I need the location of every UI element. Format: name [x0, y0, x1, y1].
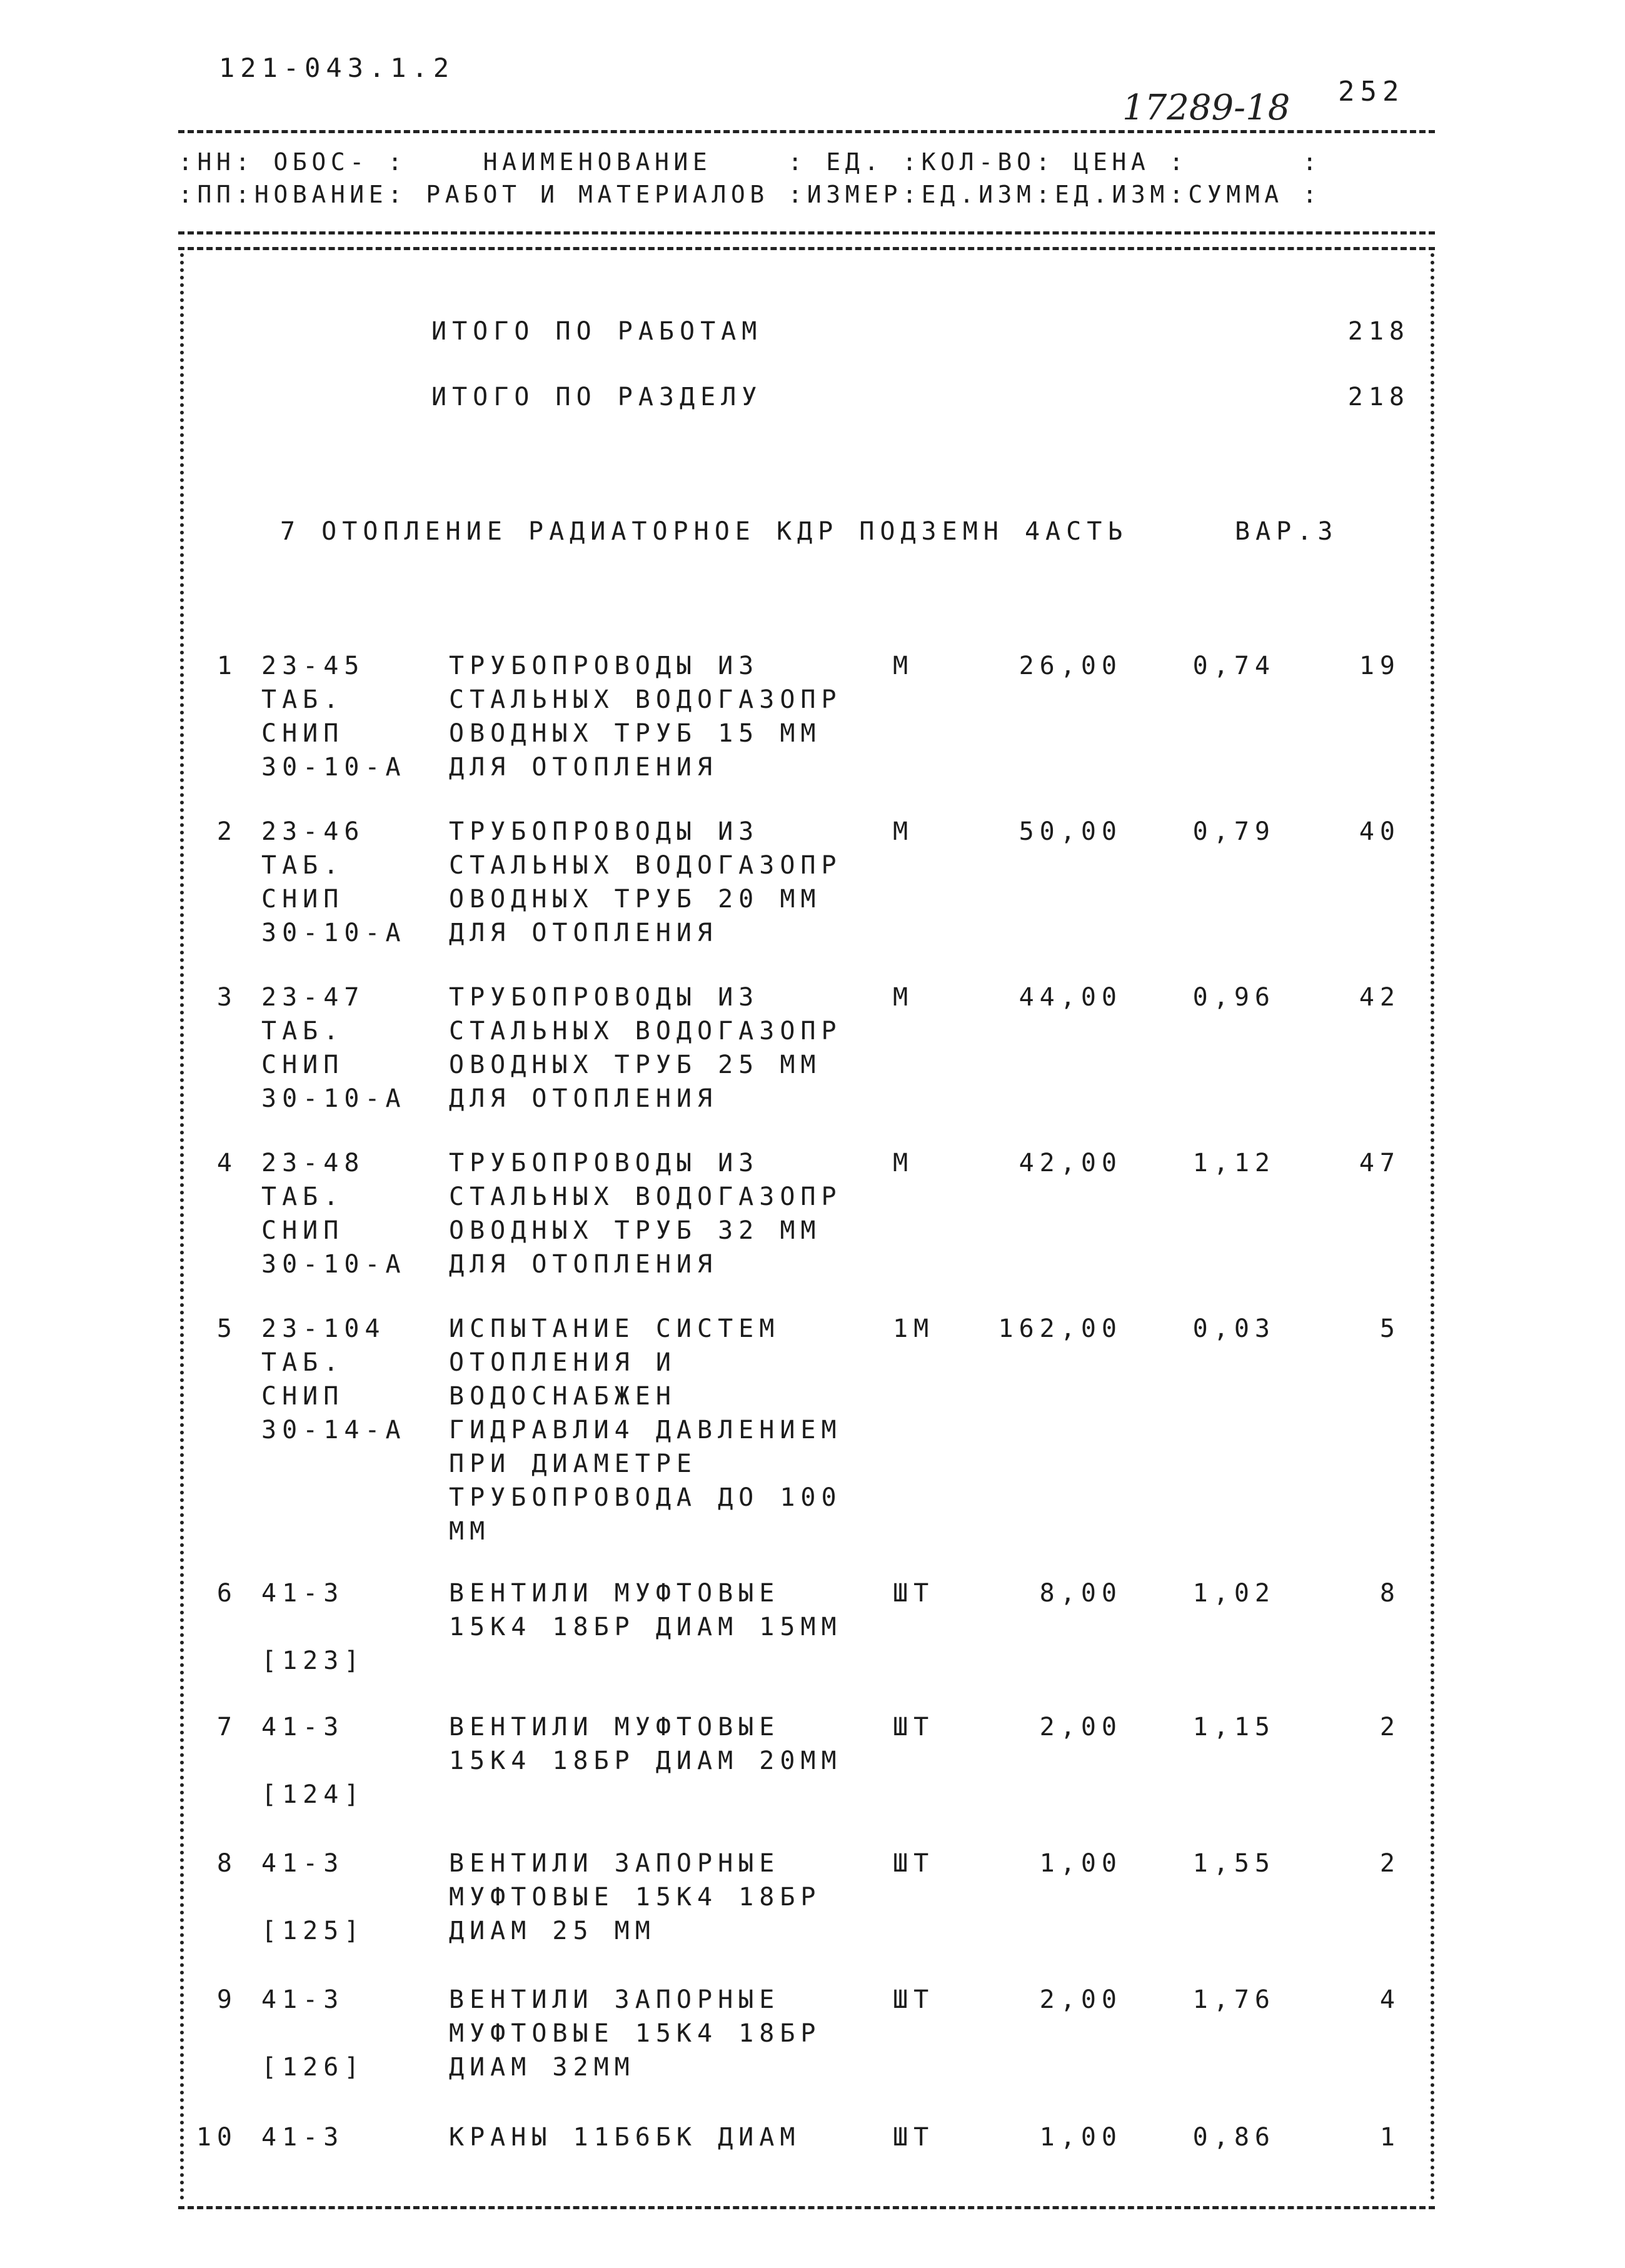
row-name-line: ТРУБОПРОВОДЫ ИЗ: [449, 817, 760, 846]
row-name-line: ОВОДНЫХ ТРУБ 20 ММ: [449, 885, 822, 914]
row-basis-line: 23-104: [261, 1314, 386, 1343]
row-basis-line: 30-10-А: [261, 753, 406, 782]
row-price: 1,12: [1192, 1149, 1275, 1177]
body-top-rule: [178, 247, 1435, 250]
row-basis-line: СНИП: [261, 719, 345, 748]
row-sum: 47: [1359, 1149, 1401, 1177]
row-unit: ШТ: [893, 1849, 935, 1878]
row-sum: 42: [1359, 983, 1401, 1012]
row-basis-line: [123]: [261, 1646, 365, 1675]
row-unit: ШТ: [893, 1713, 935, 1741]
row-basis-line: ТАБ.: [261, 1348, 345, 1377]
row-name-line: ВЕНТИЛИ МУФТОВЫЕ: [449, 1579, 780, 1608]
row-quantity: 50,00: [1019, 817, 1122, 846]
document-code: 121-043.1.2: [219, 53, 455, 83]
row-name-line: ОВОДНЫХ ТРУБ 15 ММ: [449, 719, 822, 748]
row-sum: 1: [1379, 2123, 1401, 2152]
row-quantity: 2,00: [1039, 1713, 1122, 1741]
row-quantity: 42,00: [1019, 1149, 1122, 1177]
row-price: 1,76: [1192, 1985, 1275, 2014]
row-name-line: КРАНЫ 11Б6БК ДИАМ: [449, 2123, 801, 2152]
row-basis-line: 30-14-А: [261, 1416, 406, 1444]
row-basis-line: [126]: [261, 2053, 365, 2082]
row-name-line: ТРУБОПРОВОДЫ ИЗ: [449, 652, 760, 680]
row-name-line: ОВОДНЫХ ТРУБ 25 ММ: [449, 1051, 822, 1079]
section-title: 7 ОТОПЛЕНИЕ РАДИАТОРНОЕ КДР ПОДЗЕМН 4АСТЬ: [280, 517, 1129, 546]
bottom-rule: [178, 2206, 1435, 2209]
row-basis-line: 23-47: [261, 983, 365, 1012]
row-name-line: ИСПЫТАНИЕ СИСТЕМ: [449, 1314, 780, 1343]
row-sum: 4: [1379, 1985, 1401, 2014]
row-price: 0,03: [1192, 1314, 1275, 1343]
row-number: 5: [216, 1314, 238, 1343]
header-bottom-rule: [178, 231, 1435, 234]
row-name-line: 15К4 18БР ДИАМ 20ММ: [449, 1746, 842, 1775]
row-number: 6: [216, 1579, 238, 1608]
row-sum: 2: [1379, 1849, 1401, 1878]
row-basis-line: 41-3: [261, 1985, 345, 2014]
row-price: 1,15: [1192, 1713, 1275, 1741]
row-price: 0,86: [1192, 2123, 1275, 2152]
row-quantity: 1,00: [1039, 2123, 1122, 2152]
row-basis-line: [124]: [261, 1780, 365, 1809]
row-unit: М: [893, 652, 914, 680]
row-basis-line: 41-3: [261, 1849, 345, 1878]
row-number: 2: [216, 817, 238, 846]
row-basis-line: ТАБ.: [261, 1017, 345, 1046]
row-name-line: ОТОПЛЕНИЯ И: [449, 1348, 677, 1377]
row-basis-line: 30-10-А: [261, 1084, 406, 1113]
header-top-rule: [178, 130, 1435, 133]
row-unit: М: [893, 817, 914, 846]
row-name-line: ММ: [449, 1517, 491, 1546]
row-basis-line: СНИП: [261, 1382, 345, 1411]
row-number: 4: [216, 1149, 238, 1177]
row-basis-line: 41-3: [261, 1579, 345, 1608]
row-name-line: ТРУБОПРОВОДЫ ИЗ: [449, 1149, 760, 1177]
total-value: 218: [1347, 317, 1410, 346]
left-border: [180, 253, 184, 2201]
row-name-line: ВЕНТИЛИ ЗАПОРНЫЕ: [449, 1985, 780, 2014]
row-unit: М: [893, 1149, 914, 1177]
row-basis-line: 23-45: [261, 652, 365, 680]
row-basis-line: ТАБ.: [261, 685, 345, 714]
row-sum: 19: [1359, 652, 1401, 680]
handwritten-number: 17289-18: [1122, 88, 1290, 128]
row-price: 0,96: [1192, 983, 1275, 1012]
row-price: 0,79: [1192, 817, 1275, 846]
row-price: 0,74: [1192, 652, 1275, 680]
row-quantity: 162,00: [998, 1314, 1122, 1343]
row-basis-line: СНИП: [261, 1216, 345, 1245]
row-name-line: СТАЛЬНЫХ ВОДОГАЗОПР: [449, 1017, 842, 1046]
row-name-line: МУФТОВЫЕ 15К4 18БР: [449, 2019, 822, 2048]
row-name-line: 15К4 18БР ДИАМ 15ММ: [449, 1613, 842, 1641]
row-unit: ШТ: [893, 1579, 935, 1608]
row-unit: 1М: [893, 1314, 935, 1343]
row-name-line: ДИАМ 32ММ: [449, 2053, 635, 2082]
row-number: 10: [196, 2123, 238, 2152]
row-basis-line: 30-10-А: [261, 1250, 406, 1279]
row-basis-line: 41-3: [261, 1713, 345, 1741]
row-quantity: 2,00: [1039, 1985, 1122, 2014]
total-value: 218: [1347, 383, 1410, 411]
section-variant: ВАР.3: [1235, 517, 1339, 546]
row-name-line: ВЕНТИЛИ ЗАПОРНЫЕ: [449, 1849, 780, 1878]
row-name-line: ДИАМ 25 ММ: [449, 1917, 656, 1945]
row-basis-line: [125]: [261, 1917, 365, 1945]
page-number: 252: [1338, 76, 1405, 108]
row-price: 1,02: [1192, 1579, 1275, 1608]
row-quantity: 1,00: [1039, 1849, 1122, 1878]
row-basis-line: 41-3: [261, 2123, 345, 2152]
row-number: 3: [216, 983, 238, 1012]
row-quantity: 44,00: [1019, 983, 1122, 1012]
row-name-line: ВЕНТИЛИ МУФТОВЫЕ: [449, 1713, 780, 1741]
row-name-line: ДЛЯ ОТОПЛЕНИЯ: [449, 753, 718, 782]
row-name-line: ТРУБОПРОВОДЫ ИЗ: [449, 983, 760, 1012]
row-basis-line: СНИП: [261, 885, 345, 914]
row-name-line: ГИДРАВЛИ4 ДАВЛЕНИЕМ: [449, 1416, 842, 1444]
row-basis-line: ТАБ.: [261, 851, 345, 880]
header-row-1: :НН: ОБОС- : НАИМЕНОВАНИЕ : ЕД. :КОЛ-ВО: ЦЕНА : :: [178, 148, 1322, 176]
row-name-line: ДЛЯ ОТОПЛЕНИЯ: [449, 1084, 718, 1113]
row-name-line: СТАЛЬНЫХ ВОДОГАЗОПР: [449, 851, 842, 880]
row-sum: 40: [1359, 817, 1401, 846]
row-number: 8: [216, 1849, 238, 1878]
total-label: ИТОГО ПО РАБОТАМ: [431, 317, 763, 346]
row-quantity: 8,00: [1039, 1579, 1122, 1608]
row-unit: ШТ: [893, 1985, 935, 2014]
row-sum: 8: [1379, 1579, 1401, 1608]
row-sum: 2: [1379, 1713, 1401, 1741]
row-name-line: ПРИ ДИАМЕТРЕ: [449, 1449, 697, 1478]
row-number: 7: [216, 1713, 238, 1741]
row-name-line: ТРУБОПРОВОДА ДО 100: [449, 1483, 842, 1512]
row-name-line: СТАЛЬНЫХ ВОДОГАЗОПР: [449, 685, 842, 714]
row-name-line: МУФТОВЫЕ 15К4 18БР: [449, 1883, 822, 1912]
row-name-line: СТАЛЬНЫХ ВОДОГАЗОПР: [449, 1182, 842, 1211]
row-basis-line: 23-46: [261, 817, 365, 846]
row-number: 9: [216, 1985, 238, 2014]
row-number: 1: [216, 652, 238, 680]
row-name-line: ОВОДНЫХ ТРУБ 32 ММ: [449, 1216, 822, 1245]
row-basis-line: 30-10-А: [261, 919, 406, 947]
row-name-line: ДЛЯ ОТОПЛЕНИЯ: [449, 919, 718, 947]
row-unit: ШТ: [893, 2123, 935, 2152]
row-basis-line: 23-48: [261, 1149, 365, 1177]
row-unit: М: [893, 983, 914, 1012]
right-border: [1431, 253, 1434, 2201]
row-name-line: ДЛЯ ОТОПЛЕНИЯ: [449, 1250, 718, 1279]
row-price: 1,55: [1192, 1849, 1275, 1878]
total-label: ИТОГО ПО РАЗДЕЛУ: [431, 383, 763, 411]
row-quantity: 26,00: [1019, 652, 1122, 680]
row-basis-line: СНИП: [261, 1051, 345, 1079]
row-sum: 5: [1379, 1314, 1401, 1343]
row-name-line: ВОДОСНАБЖЕН: [449, 1382, 677, 1411]
row-basis-line: ТАБ.: [261, 1182, 345, 1211]
header-row-2: :ПП:НОВАНИЕ: РАБОТ И МАТЕРИАЛОВ :ИЗМЕР:ЕД.ИЗМ:ЕД.ИЗМ:СУММА :: [178, 181, 1322, 208]
